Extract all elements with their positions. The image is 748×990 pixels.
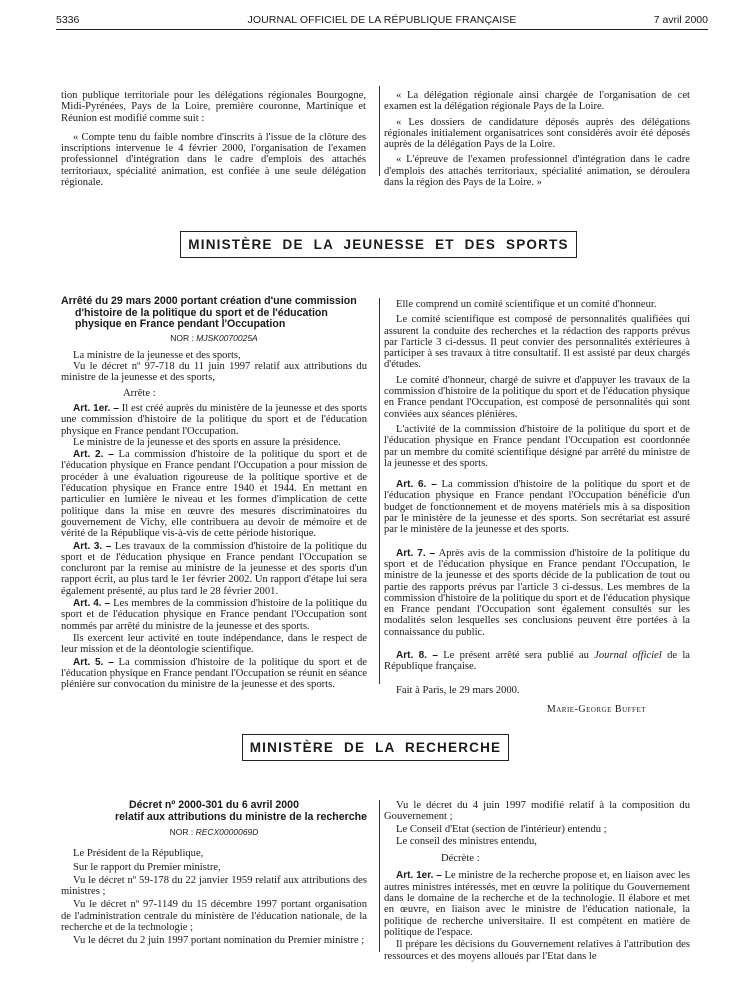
paragraph: « Compte tenu du faible nombre d'inscrits à l'issue de la clôture des inscriptions intervenue le 4 février 2000, l'organisation de l'examen professionnel d'intégration dans le cadre d'emplois des attachés territoriaux, spécialité animation, est confiée à une seule délégation régionale. xyxy=(61,131,366,189)
header-rule xyxy=(56,29,708,30)
paragraph: Sur le rapport du Premier ministre, xyxy=(73,861,221,873)
top-left-column xyxy=(61,90,366,192)
page-number: 5336 xyxy=(56,14,80,26)
article-1: Art. 1er. – Il est créé auprès du ministère de la jeunesse et des sports une commission d'histoire de la politique du sport et de l'éducation physique en France pendant l'Occupation. xyxy=(61,402,367,437)
article-2: Art. 2. – La commission d'histoire de la politique du sport et de l'éducation physique en France pendant l'Occupation a pour mission de procéder à une évaluation rigoureuse de la politique sportive et de l'éducation physique en France entre 1940 et 1944. En mettant en particulier en lumière le niveau et les formes d'implication de cette politique dans la mise en œuvre des mesures discriminatoires du gouvernement de Vichy, elle contribuera au devoir de mémoire et de vérité de la République vis-à-vis de cette période historique. xyxy=(61,449,367,540)
paragraph: La ministre de la jeunesse et des sports, xyxy=(73,349,241,361)
article-label: Art. 8. – xyxy=(396,650,438,662)
signature: Marie-George Buffet xyxy=(546,703,646,715)
ministry-heading-jeunesse: MINISTÈRE DE LA JEUNESSE ET DES SPORTS xyxy=(180,231,577,258)
nor-code: MJSK0070025A xyxy=(196,332,258,343)
paragraph: Le Président de la République, xyxy=(73,848,204,860)
paragraph: Le conseil des ministres entendu, xyxy=(396,835,537,847)
paragraph: Le comité d'honneur, chargé de suivre et d'appuyer les travaux de la commission d'histoire de la politique du sport et de l'éducation physique en France pendant l'Occupation, est composé de personnalités qui sont conviées aux séances plénières. xyxy=(384,374,690,420)
journal-officiel-italic: Journal officiel xyxy=(594,650,662,662)
paragraph: Ils exercent leur activité en toute indépendance, dans le respect de leur mission et de la déontologie scientifique. xyxy=(61,632,367,656)
paragraph: Vu le décret nº 97-1149 du 15 décembre 1997 portant organisation de l'administration centrale du ministère de l'éducation nationale, de la recherche et de la technologie ; xyxy=(61,899,367,934)
article-label: Art. 1er. – xyxy=(73,402,119,414)
paragraph: Le Conseil d'Etat (section de l'intérieur) entendu ; xyxy=(396,823,607,835)
paragraph: Le ministre de la jeunesse et des sports en assure la présidence. xyxy=(73,436,341,448)
decree-title-line-2: relatif aux attributions du ministre de la recherche xyxy=(115,810,367,823)
journal-title: JOURNAL OFFICIEL DE LA RÉPUBLIQUE FRANÇAISE xyxy=(247,14,517,26)
article-6: Art. 6. – La commission d'histoire de la politique du sport et de l'éducation physique en France pendant l'Occupation bénéficie d'un budget de fonctionnement et de moyens matériels mis à sa disposition par le ministère de la jeunesse et des sports. Son secrétariat est assuré par le ministère de la jeunesse et des sports. xyxy=(384,479,690,536)
fait-a-paris: Fait à Paris, le 29 mars 2000. xyxy=(396,684,520,696)
column-divider xyxy=(379,298,380,684)
paragraph: tion publique territoriale pour les délégations régionales Bourgogne, Midi-Pyrénées, Pays de la Loire, première couronne, Martinique et Réunion est modifié comme suit : xyxy=(61,90,366,124)
nor-reference xyxy=(61,827,367,838)
paragraph: « La délégation régionale ainsi chargée de l'organisation de cet examen est la délégation régionale Pays de la Loire. xyxy=(384,90,690,113)
recherche-left-column xyxy=(61,800,367,951)
nor-label: NOR : xyxy=(169,827,194,837)
jeunesse-right-column xyxy=(384,299,690,715)
article-7: Art. 7. – Après avis de la commission d'histoire de la politique du sport et de l'éducation physique en France pendant l'Occupation, le ministre de la jeunesse et des sports décide de la publication de tout ou partie des rapports prévus par l'article 3 ci-dessus. Les membres de la commission d'histoire de la politique du sport et de l'éducation physique en France pendant l'Occupation sont également consultés sur les modalités selon lesquelles ses conclusions peuvent être portées à la connaissance du public. xyxy=(384,547,690,638)
nor-label: NOR : xyxy=(170,332,194,343)
arrete-label: Arrête : xyxy=(123,387,156,399)
paragraph: Elle comprend un comité scientifique et un comité d'honneur. xyxy=(396,299,657,310)
column-divider xyxy=(379,86,380,176)
article-8: Art. 8. – Le présent arrêté sera publié au Journal officiel de la République française. xyxy=(384,650,690,673)
paragraph: « L'épreuve de l'examen professionnel d'intégration dans le cadre d'emplois des attachés territoriaux, spécialité animation, se déroulera dans la région des Pays de la Loire. » xyxy=(384,154,690,189)
paragraph: Vu le décret du 4 juin 1997 modifié relatif à la composition du Gouvernement ; xyxy=(384,800,690,823)
article-label: Art. 2. – xyxy=(73,449,114,461)
jeunesse-left-column xyxy=(61,296,367,694)
decree-title-line-1: Décret nº 2000-301 du 6 avril 2000 xyxy=(129,799,299,811)
article-label: Art. 7. – xyxy=(396,547,436,559)
article-3: Art. 3. – Les travaux de la commission d'histoire de la politique du sport et de l'éducation physique en France pendant l'Occupation se concluront par la remise au ministre de la jeunesse et des sports d'un rapport écrit, au plus tard le 1er février 2002. Un rapport d'étape lui sera également présenté, au plus tard le 28 février 2001. xyxy=(61,540,367,597)
article-4: Art. 4. – Les membres de la commission d'histoire de la politique du sport et de l'éducation physique en France pendant l'Occupation sont nommés par arrêté du ministre de la jeunesse et des sports. xyxy=(61,598,367,632)
nor-reference xyxy=(61,333,367,344)
paragraph: Vu le décret du 2 juin 1997 portant nomination du Premier ministre ; xyxy=(73,935,365,947)
recherche-right-column xyxy=(384,800,690,966)
ministry-heading-recherche: MINISTÈRE DE LA RECHERCHE xyxy=(242,734,509,761)
article-label: Art. 1er. – xyxy=(396,870,442,882)
article-label: Art. 6. – xyxy=(396,479,437,491)
decrete-label: Décrète : xyxy=(441,853,480,865)
page-header xyxy=(56,14,708,34)
column-divider xyxy=(379,800,380,952)
decree-title: Arrêté du 29 mars 2000 portant création d'une commission d'histoire de la politique du sport et de l'éducation physique en France pendant l'Occupation xyxy=(61,295,357,330)
article-label: Art. 4. – xyxy=(73,598,111,610)
article-5: Art. 5. – La commission d'histoire de la politique du sport et de l'éducation physique en France pendant l'Occupation se réunit en séance plénière sur convocation du ministre de la jeunesse et des sports. xyxy=(61,656,367,691)
paragraph: Vu le décret nº 59-178 du 22 janvier 1959 relatif aux attributions des ministres ; xyxy=(61,874,367,898)
nor-code: RECX0000069D xyxy=(195,827,259,837)
paragraph: « Les dossiers de candidature déposés auprès des délégations régionales initialement organisatrices sont considérés avoir été déposés auprès de la délégation Pays de la Loire. xyxy=(384,116,690,151)
issue-date: 7 avril 2000 xyxy=(653,14,708,26)
paragraph: Le comité scientifique est composé de personnalités qualifiées qui assurent la conduite des recherches et la rédaction des rapports prévus par l'article 3 ci-dessus. Il peut convier des personnalités extérieures à participer à ses travaux à titre consultatif. Il est assisté par deux chargés d'études. xyxy=(384,314,690,371)
article-label: Art. 5. – xyxy=(73,656,114,668)
article-label: Art. 3. – xyxy=(73,540,112,552)
paragraph: Vu le décret nº 97-718 du 11 juin 1997 relatif aux attributions du ministre de la jeunesse et des sports, xyxy=(61,361,367,384)
article-1: Art. 1er. – Le ministre de la recherche propose et, en liaison avec les autres ministres intéressés, met en œuvre la politique du Gouvernement dans le domaine de la recherche et de la technologie. Il élabore et met en œuvre, en liaison avec le ministre de l'éducation nationale, la politique de recherche universitaire. Il est compétent en matière de politique de l'espace. xyxy=(384,870,690,938)
paragraph: L'activité de la commission d'histoire de la politique du sport et de l'éducation physique en France pendant l'Occupation est coordonnée par un membre du comité scientifique désigné par arrêté du ministre de la jeunesse et des sports. xyxy=(384,423,690,469)
paragraph: Il prépare les décisions du Gouvernement relatives à l'attribution des ressources et des moyens alloués par l'Etat dans le xyxy=(384,939,690,962)
top-right-column xyxy=(384,90,690,192)
